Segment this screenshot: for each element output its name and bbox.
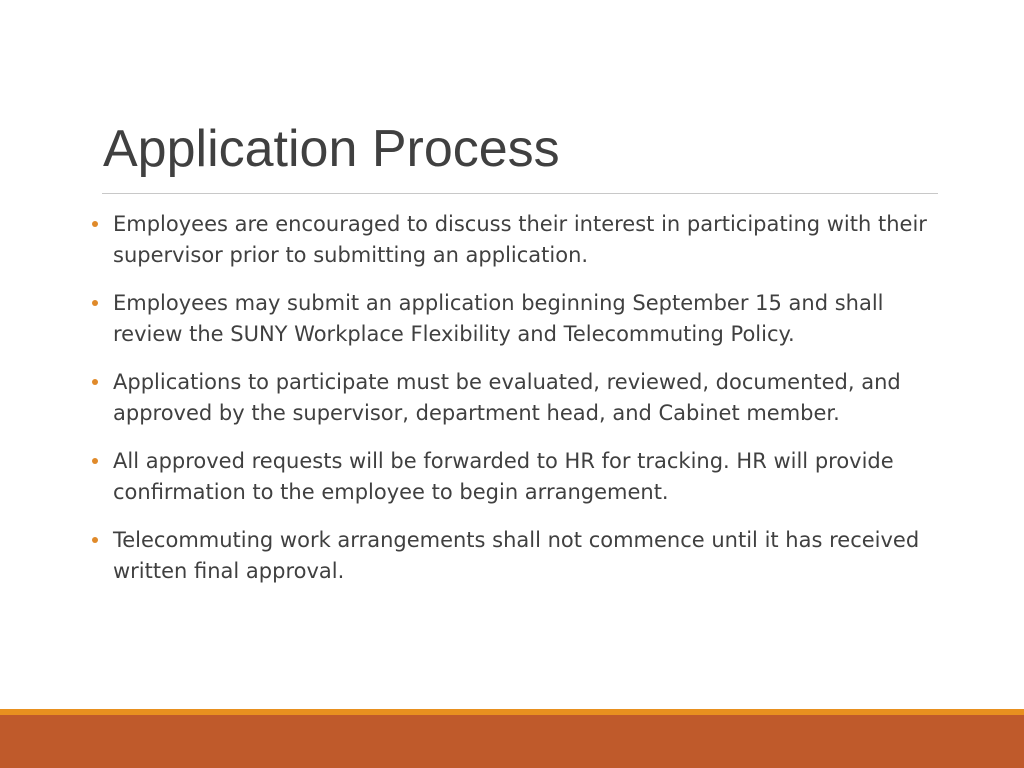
bullet-item bbox=[88, 209, 938, 271]
footer-band bbox=[0, 715, 1024, 768]
bullet-item bbox=[88, 288, 938, 350]
bullet-text: Telecommuting work arrangements shall not commence until it has received written final approval. bbox=[113, 528, 920, 583]
bullet-text: Applications to participate must be evaluated, reviewed, documented, and approved by the supervisor, department head, and Cabinet member. bbox=[113, 370, 901, 425]
bullet-dot-icon bbox=[92, 458, 98, 464]
bullet-dot-icon bbox=[92, 300, 98, 306]
bullet-dot-icon bbox=[92, 537, 98, 543]
bullet-list bbox=[88, 209, 938, 604]
bullet-item bbox=[88, 525, 938, 587]
slide-title: Application Process bbox=[103, 120, 560, 178]
bullet-text: All approved requests will be forwarded to HR for tracking. HR will provide confirmation to the employee to begin arrangement. bbox=[113, 449, 894, 504]
bullet-text: Employees may submit an application beginning September 15 and shall review the SUNY Workplace Flexibility and Telecommuting Policy. bbox=[113, 291, 884, 346]
bullet-item bbox=[88, 367, 938, 429]
bullet-text: Employees are encouraged to discuss their interest in participating with their supervisor prior to submitting an application. bbox=[113, 212, 927, 267]
bullet-dot-icon bbox=[92, 221, 98, 227]
bullet-dot-icon bbox=[92, 379, 98, 385]
bullet-item bbox=[88, 446, 938, 508]
title-divider bbox=[102, 193, 938, 194]
